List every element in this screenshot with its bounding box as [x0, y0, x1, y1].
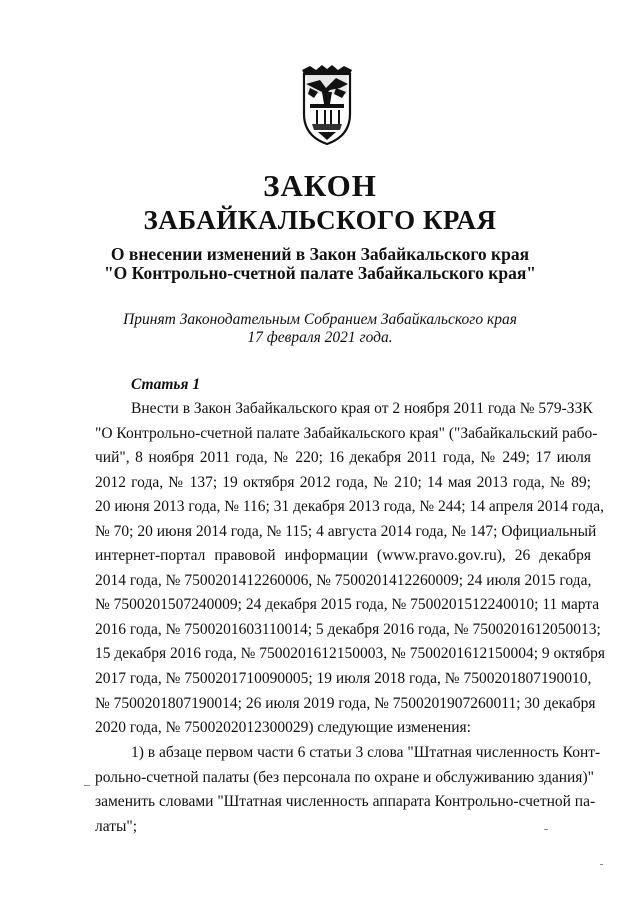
document-subtitle-line-1: О внесении изменений в Закон Забайкальского края	[110, 244, 530, 264]
text-line: рольно-счетной палаты (без персонала по охране и обслуживанию здания)"	[95, 768, 594, 786]
text-line: заменить словами "Штатная численность аппарата Контрольно-счетной па-	[95, 793, 596, 811]
text-line: 20 июня 2013 года, № 116; 31 декабря 2013 года, № 244; 14 апреля 2014 года,	[95, 498, 604, 516]
text-line: 1) в абзаце первом части 6 статьи 3 слова "Штатная численность Конт-	[131, 744, 601, 761]
article-label: Статья 1	[131, 376, 201, 393]
coat-of-arms-emblem	[296, 64, 358, 148]
text-line: "О Контрольно-счетной палате Забайкальского края" ("Забайкальский рабо-	[95, 424, 598, 442]
document-region: ЗАБАЙКАЛЬСКОГО КРАЯ	[143, 205, 497, 235]
scan-speck	[544, 829, 548, 830]
text-line: 2020 года, № 7500202012300029) следующие изменения:	[95, 719, 471, 737]
text-line: 15 декабря 2016 года, № 7500201612150003, № 7500201612150004; 9 октября	[95, 645, 606, 663]
paragraph-amendment-intro	[95, 398, 606, 742]
text-line: 2016 года, № 7500201603110014; 5 декабря 2016 года, № 7500201612050013;	[95, 620, 601, 638]
text-line: 2012 года, № 137; 19 октября 2012 года, № 210; 14 мая 2013 года, № 89;	[95, 473, 591, 491]
adoption-note-line-2: 17 февраля 2021 года.	[247, 329, 393, 346]
text-line: 2014 года, № 7500201412260006, № 7500201412260009; 24 июля 2015 года,	[95, 571, 592, 589]
text-line: № 7500201507240009; 24 декабря 2015 года, № 7500201512240010; 11 марта	[95, 596, 600, 614]
scan-speck	[84, 785, 90, 786]
text-line: Внести в Закон Забайкальского края от 2 ноября 2011 года № 579-ЗЗК	[131, 400, 593, 417]
text-line: латы";	[95, 817, 138, 835]
text-line: 2017 года, № 7500201710090005; 19 июля 2018 года, № 7500201807190010,	[95, 670, 592, 688]
document-heading: ЗАКОН	[263, 168, 377, 203]
text-line: № 7500201807190014; 26 июля 2019 года, № 7500201907260011; 30 декабря	[95, 694, 596, 712]
paragraph-item-1	[95, 742, 601, 840]
document-subtitle-line-2: "О Контрольно-счетной палате Забайкальского края"	[103, 263, 537, 283]
text-line: интернет-портал правовой информации (www.pravo.gov.ru), 26 декабря	[95, 547, 591, 565]
adoption-note-line-1: Принят Законодательным Собранием Забайкальского края	[123, 311, 517, 328]
text-line: чий", 8 ноября 2011 года, № 220; 16 декабря 2011 года, № 249; 17 июля	[95, 449, 591, 467]
scan-speck	[600, 864, 603, 865]
text-line: № 70; 20 июня 2014 года, № 115; 4 августа 2014 года, № 147; Официальный	[95, 522, 597, 540]
